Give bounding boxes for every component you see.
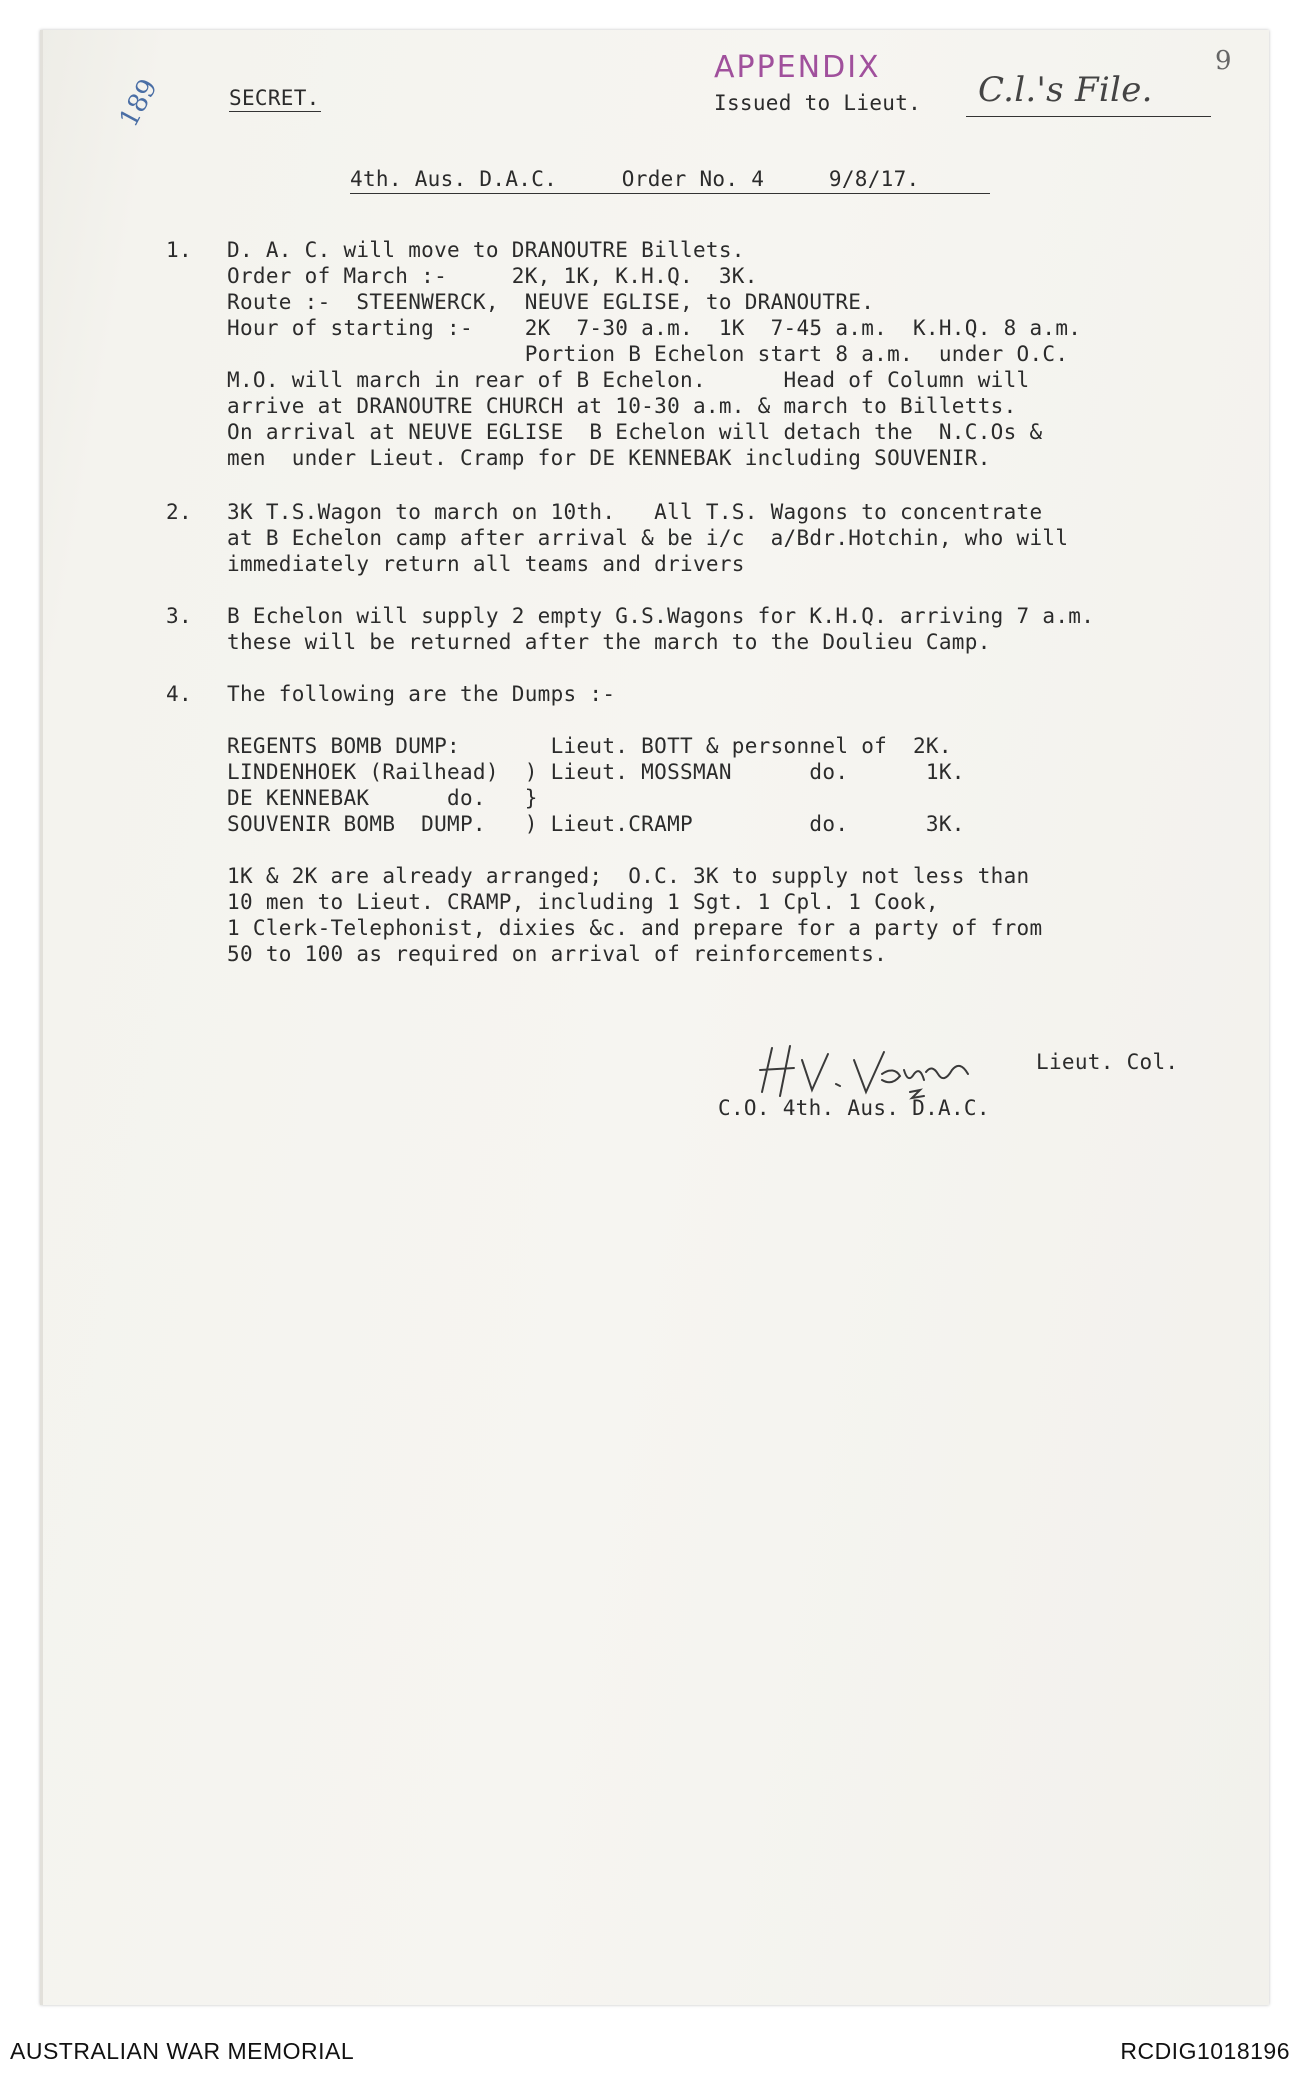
appendix-stamp: APPENDIX <box>714 50 881 85</box>
issued-to-label: Issued to Lieut. <box>714 91 922 115</box>
text-line: arrive at DRANOUTRE CHURCH at 10-30 a.m. & march to Billetts. <box>227 394 1017 418</box>
text-line: Hour of starting :- 2K 7-30 a.m. 1K 7-45 a.m. K.H.Q. 8 a.m. <box>227 316 1082 340</box>
dump-row: DE KENNEBAK do. } <box>227 786 538 810</box>
text-line: at B Echelon camp after arrival & be i/c a/Bdr.Hotchin, who will <box>227 526 1069 550</box>
issued-to-handwritten: C.l.'s File. <box>978 70 1153 110</box>
paragraph-number: 3. <box>166 604 192 628</box>
footer-archive-name: AUSTRALIAN WAR MEMORIAL <box>10 2038 355 2064</box>
classification-underline <box>229 111 321 112</box>
page-number: 9 <box>1215 46 1232 76</box>
text-line: 50 to 100 as required on arrival of reinforcements. <box>227 942 888 966</box>
text-line: 1K & 2K are already arranged; O.C. 3K to supply not less than <box>227 864 1030 888</box>
text-line: 1 Clerk-Telephonist, dixies &c. and prepare for a party of from <box>227 916 1043 940</box>
text-line: On arrival at NEUVE EGLISE B Echelon will detach the N.C.Os & <box>227 420 1043 444</box>
text-line: 10 men to Lieut. CRAMP, including 1 Sgt. 1 Cpl. 1 Cook, <box>227 890 939 914</box>
text-line: D. A. C. will move to DRANOUTRE Billets. <box>227 238 745 262</box>
paragraph-number: 2. <box>166 500 192 524</box>
paragraph-number: 4. <box>166 682 192 706</box>
signature-rank: Lieut. Col. <box>1036 1050 1179 1074</box>
text-line: men under Lieut. Cramp for DE KENNEBAK including SOUVENIR. <box>227 446 991 470</box>
text-line: M.O. will march in rear of B Echelon. Head of Column will <box>227 368 1030 392</box>
text-line: immediately return all teams and drivers <box>227 552 745 576</box>
dump-row: SOUVENIR BOMB DUMP. ) Lieut.CRAMP do. 3K. <box>227 812 965 836</box>
text-line: these will be returned after the march to the Doulieu Camp. <box>227 630 991 654</box>
signature-title: C.O. 4th. Aus. D.A.C. <box>718 1096 990 1120</box>
paragraph-number: 1. <box>166 238 192 262</box>
title-underline <box>350 193 990 194</box>
text-line: 3K T.S.Wagon to march on 10th. All T.S. Wagons to concentrate <box>227 500 1043 524</box>
footer-record-id: RCDIG1018196 <box>1120 2038 1290 2064</box>
text-line: Portion B Echelon start 8 a.m. under O.C. <box>227 342 1069 366</box>
issued-to-line <box>966 116 1211 117</box>
classification: SECRET. <box>229 86 320 110</box>
folio-number: 189 <box>114 74 164 133</box>
text-line: Route :- STEENWERCK, NEUVE EGLISE, to DRANOUTRE. <box>227 290 875 314</box>
dump-row: REGENTS BOMB DUMP: Lieut. BOTT & personnel of 2K. <box>227 734 952 758</box>
text-line: The following are the Dumps :- <box>227 682 616 706</box>
text-line: B Echelon will supply 2 empty G.S.Wagons for K.H.Q. arriving 7 a.m. <box>227 604 1095 628</box>
order-title: 4th. Aus. D.A.C. Order No. 4 9/8/17. <box>350 167 920 191</box>
dump-row: LINDENHOEK (Railhead) ) Lieut. MOSSMAN do. 1K. <box>227 760 965 784</box>
text-line: Order of March :- 2K, 1K, K.H.Q. 3K. <box>227 264 758 288</box>
